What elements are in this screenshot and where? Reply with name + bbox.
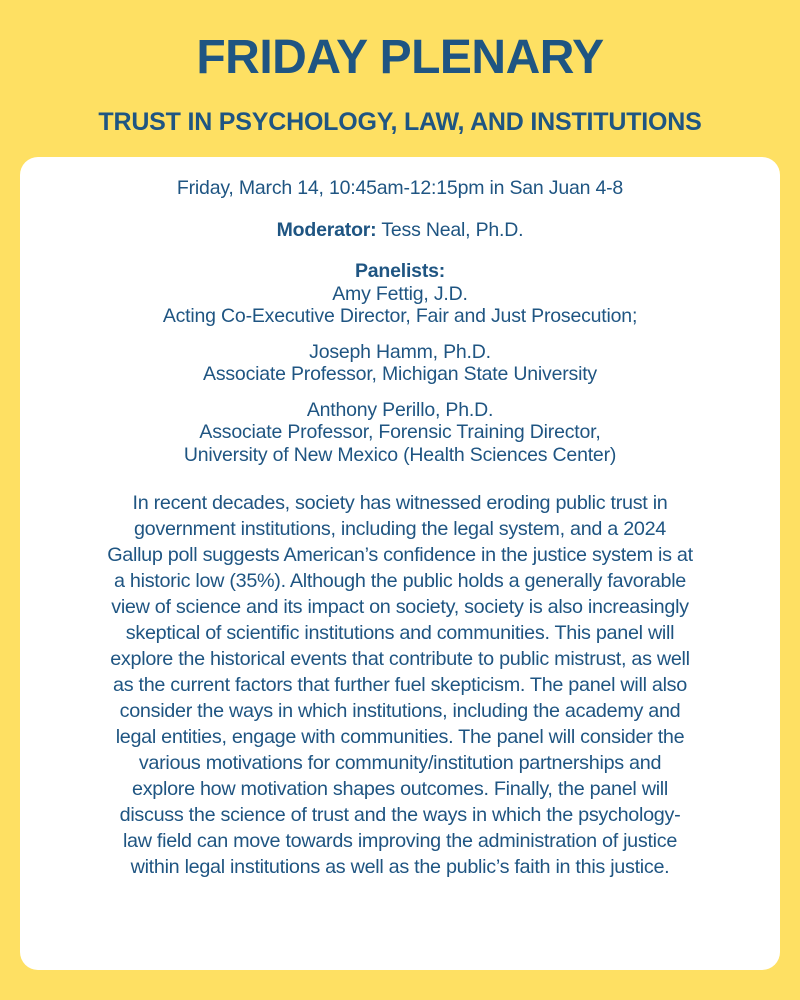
content-card-body <box>20 157 780 880</box>
description-line: In recent decades, society has witnessed eroding public trust in <box>132 492 668 514</box>
panelist-name: Joseph Hamm, Ph.D. <box>309 340 491 363</box>
moderator-line <box>20 219 780 242</box>
description-line: skeptical of scientific institutions and communities. This panel will <box>125 622 675 644</box>
description-line: government institutions, including the legal system, and a 2024 <box>133 518 666 540</box>
page-subtitle: TRUST IN PSYCHOLOGY, LAW, AND INSTITUTIONS <box>98 108 702 136</box>
description-line: law field can move towards improving the administration of justice <box>122 830 678 852</box>
description-line: within legal institutions as well as the public’s faith in this justice. <box>130 856 670 878</box>
panelists-heading: Panelists: <box>354 260 446 282</box>
description-line: consider the ways in which institutions, including the academy and <box>119 700 681 722</box>
session-description <box>20 490 780 880</box>
panelist <box>20 399 780 467</box>
description-line: various motivations for community/institution partnerships and <box>138 752 662 774</box>
panelist-affiliation: Associate Professor, Michigan State University <box>203 363 597 385</box>
description-line: discuss the science of trust and the ways in which the psychology- <box>119 804 681 826</box>
description-line: as the current factors that further fuel skepticism. The panel will also <box>113 674 687 696</box>
description-line: Gallup poll suggests American’s confidence in the justice system is at <box>107 544 693 566</box>
page-title: FRIDAY PLENARY <box>196 31 604 84</box>
content-card <box>20 157 780 970</box>
panelist-affiliation: Associate Professor, Forensic Training Director, <box>199 421 601 443</box>
description-line: explore the historical events that contribute to public mistrust, as well <box>110 648 690 670</box>
panelist-name: Anthony Perillo, Ph.D. <box>306 398 494 421</box>
panelist-affiliation: University of New Mexico (Health Sciences Center) <box>183 443 617 466</box>
panelist-affiliation: Acting Co-Executive Director, Fair and Just Prosecution; <box>162 305 638 327</box>
panelist <box>20 341 780 386</box>
description-line: explore how motivation shapes outcomes. Finally, the panel will <box>132 778 668 800</box>
moderator-name: Tess Neal, Ph.D. <box>376 218 524 241</box>
description-line: a historic low (35%). Although the public holds a generally favorable <box>114 570 686 592</box>
session-datetime: Friday, March 14, 10:45am-12:15pm in San Juan 4-8 <box>176 177 624 199</box>
description-line: view of science and its impact on society, society is also increasingly <box>111 596 689 618</box>
description-line: legal entities, engage with communities. The panel will consider the <box>115 726 685 748</box>
panelist <box>20 283 780 328</box>
moderator-label: Moderator: <box>276 218 377 241</box>
panelist-name: Amy Fettig, J.D. <box>332 282 468 305</box>
